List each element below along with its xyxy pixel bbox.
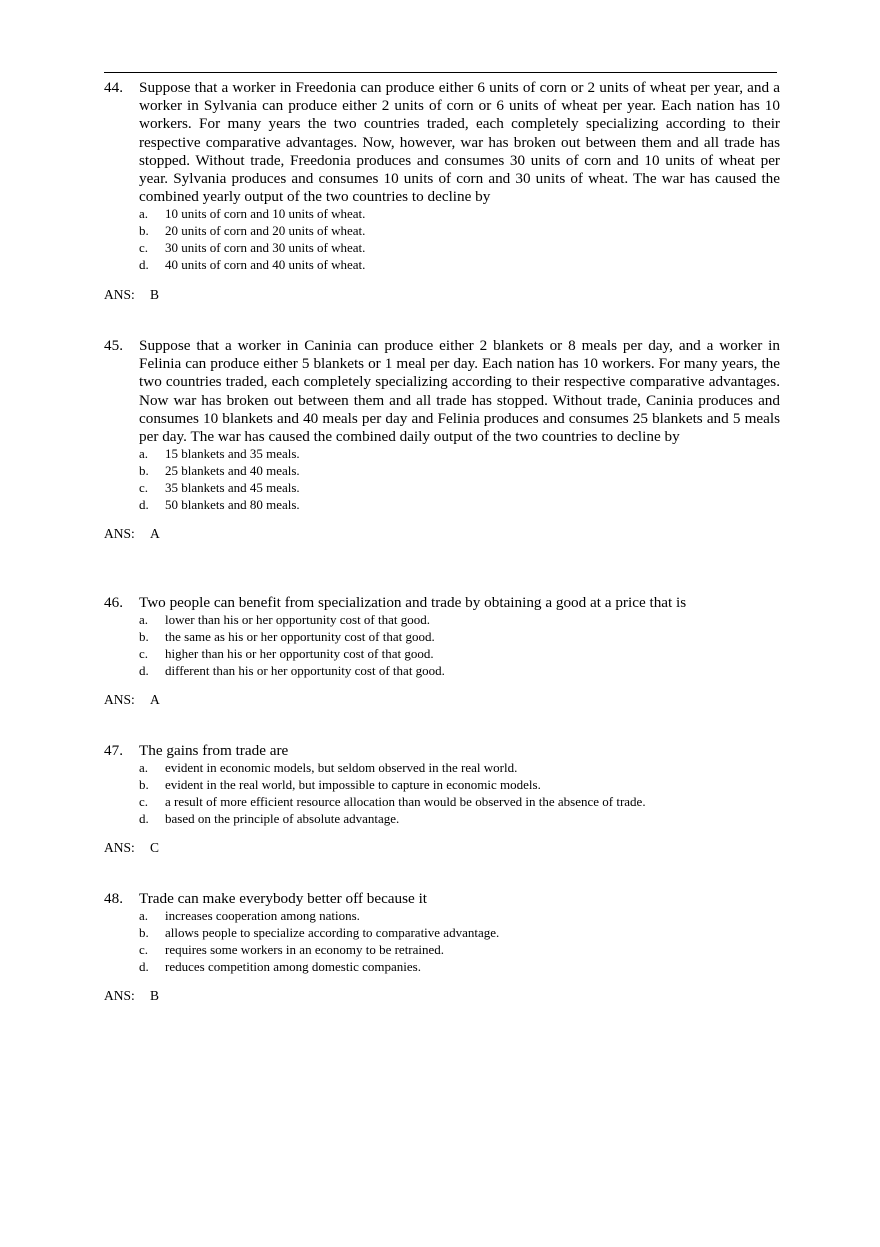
- option-d: [139, 959, 780, 976]
- answer-value: A: [150, 526, 160, 542]
- question-number: 44.: [104, 79, 123, 96]
- option-letter: d.: [139, 810, 149, 826]
- option-c: [139, 646, 780, 663]
- option-b: [139, 223, 780, 240]
- question-text: Suppose that a worker in Freedonia can produce either 6 units of corn or 2 units of wheat per year, and a worker in Sylvania can produce either 2 units of corn or 6 units of wheat per year. Each nation has 10 workers. For many years the two countries traded, each completely specializing according to their respective comparative advantages. Now, however, war has broken out between them and all trade has stopped. Without trade, Freedonia produces and consumes 30 units of corn and 10 units of wheat per year. Sylvania produces and consumes 10 units of corn and 30 units of wheat. The war has caused the combined yearly output of the two countries to decline by: [139, 79, 780, 206]
- option-text: evident in economic models, but seldom observed in the real world.: [165, 760, 518, 776]
- option-text: based on the principle of absolute advantage.: [165, 810, 400, 826]
- option-letter: b.: [139, 223, 149, 239]
- option-text: 20 units of corn and 20 units of wheat.: [165, 223, 366, 239]
- answer-value: A: [150, 692, 160, 708]
- option-text: 35 blankets and 45 meals.: [165, 479, 300, 495]
- option-list: [139, 206, 780, 273]
- question-stem: [104, 337, 780, 446]
- answer-label: ANS:: [104, 526, 135, 542]
- option-letter: b.: [139, 629, 149, 644]
- option-c: [139, 942, 780, 959]
- question-45: [104, 337, 780, 542]
- option-d: [139, 663, 780, 680]
- option-text: 25 blankets and 40 meals.: [165, 463, 300, 479]
- option-b: [139, 777, 780, 794]
- question-text: Two people can benefit from specialization and trade by obtaining a good at a price that is: [139, 594, 687, 611]
- option-letter: b.: [139, 777, 149, 792]
- option-text: requires some workers in an economy to be retrained.: [165, 941, 445, 957]
- option-letter: d.: [139, 662, 149, 678]
- option-text: different than his or her opportunity cost of that good.: [165, 662, 445, 678]
- option-text: lower than his or her opportunity cost of that good.: [165, 612, 431, 628]
- option-c: [139, 794, 780, 811]
- option-list: [139, 908, 780, 975]
- answer-line: [104, 286, 780, 303]
- option-letter: d.: [139, 958, 149, 974]
- question-number: 48.: [104, 890, 123, 907]
- option-d: [139, 497, 780, 514]
- option-letter: a.: [139, 760, 149, 776]
- option-letter: b.: [139, 463, 149, 479]
- option-text: evident in the real world, but impossible to capture in economic models.: [165, 777, 541, 792]
- option-letter: c.: [139, 793, 149, 809]
- question-number: 47.: [104, 742, 123, 759]
- answer-label: ANS:: [104, 988, 135, 1004]
- option-text: the same as his or her opportunity cost of that good.: [165, 629, 435, 644]
- option-letter: a.: [139, 908, 149, 924]
- option-d: [139, 257, 780, 274]
- option-b: [139, 925, 780, 942]
- answer-value: B: [150, 988, 160, 1004]
- option-text: 40 units of corn and 40 units of wheat.: [165, 256, 366, 272]
- option-letter: d.: [139, 496, 149, 512]
- option-list: [139, 760, 780, 827]
- option-a: [139, 760, 780, 777]
- option-text: 30 units of corn and 30 units of wheat.: [165, 240, 366, 256]
- question-48: [104, 890, 780, 1004]
- option-text: reduces competition among domestic companies.: [165, 958, 421, 974]
- question-number: 46.: [104, 594, 123, 611]
- question-47: [104, 742, 780, 856]
- option-text: 15 blankets and 35 meals.: [165, 446, 300, 462]
- option-letter: c.: [139, 941, 149, 957]
- option-d: [139, 811, 780, 828]
- question-stem: [104, 742, 780, 760]
- option-letter: a.: [139, 206, 149, 222]
- option-letter: b.: [139, 925, 149, 940]
- option-c: [139, 240, 780, 257]
- option-b: [139, 463, 780, 480]
- answer-value: B: [150, 286, 160, 302]
- option-text: a result of more efficient resource allocation than would be observed in the absence of trade.: [165, 793, 646, 809]
- question-text: Trade can make everybody better off because it: [139, 890, 428, 907]
- option-letter: c.: [139, 645, 149, 661]
- option-letter: c.: [139, 240, 149, 256]
- question-stem: [104, 79, 780, 206]
- answer-label: ANS:: [104, 840, 135, 856]
- option-text: allows people to specialize according to comparative advantage.: [165, 925, 500, 940]
- option-a: [139, 908, 780, 925]
- option-text: increases cooperation among nations.: [165, 908, 360, 924]
- answer-line: [104, 525, 780, 542]
- question-stem: [104, 890, 780, 908]
- answer-value: C: [150, 840, 160, 856]
- option-b: [139, 629, 780, 646]
- option-text: higher than his or her opportunity cost of that good.: [165, 645, 434, 661]
- answer-line: [104, 691, 780, 708]
- question-number: 45.: [104, 337, 123, 354]
- answer-label: ANS:: [104, 692, 135, 708]
- option-letter: a.: [139, 612, 149, 628]
- option-c: [139, 480, 780, 497]
- option-text: 10 units of corn and 10 units of wheat.: [165, 206, 366, 222]
- option-list: [139, 612, 780, 679]
- option-a: [139, 446, 780, 463]
- question-46: [104, 594, 780, 708]
- option-a: [139, 206, 780, 223]
- option-text: 50 blankets and 80 meals.: [165, 496, 300, 512]
- option-letter: d.: [139, 256, 149, 272]
- option-a: [139, 612, 780, 629]
- question-44: [104, 79, 780, 303]
- question-stem: [104, 594, 780, 612]
- question-text: The gains from trade are: [139, 742, 289, 759]
- answer-line: [104, 839, 780, 856]
- answer-line: [104, 987, 780, 1004]
- header-rule: [104, 72, 777, 73]
- option-list: [139, 446, 780, 513]
- question-text: Suppose that a worker in Caninia can produce either 2 blankets or 8 meals per day, and a worker in Felinia can produce either 5 blankets or 1 meal per day. Each nation has 10 workers. For many years, the two countries traded, each completely specializing according to their respective comparative advantages. Now war has broken out between them and all trade has stopped. Without trade, Caninia produces and consumes 10 blankets and 40 meals per day and Felinia produces and consumes 25 blankets and 5 meals per day. The war has caused the combined daily output of the two countries to decline by: [139, 337, 780, 446]
- option-letter: c.: [139, 479, 149, 495]
- option-letter: a.: [139, 446, 149, 462]
- answer-label: ANS:: [104, 286, 135, 302]
